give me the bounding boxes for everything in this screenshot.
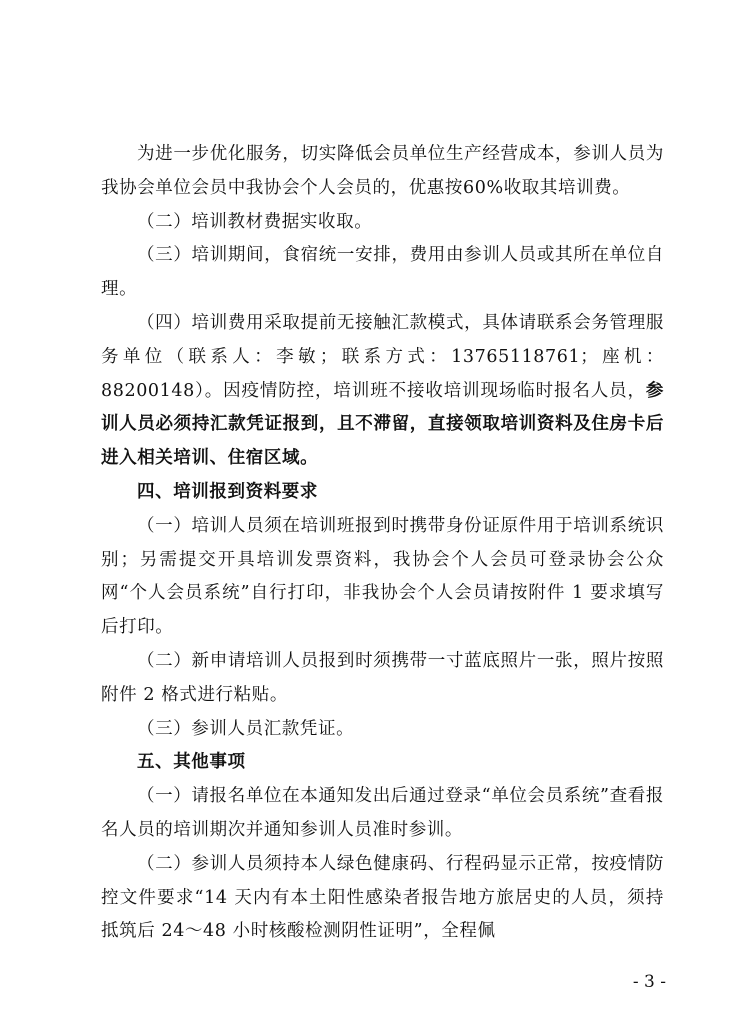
- paragraph-discount: 为进一步优化服务，切实降低会员单位生产经营成本，参训人员为我协会单位会员中我协会个人会员的，优惠按60%收取其培训费。: [101, 144, 664, 198]
- document-body: [101, 138, 664, 949]
- paragraph-photo: （二）新申请培训人员报到时须携带一寸蓝底照片一张，照片按照附件 2 格式进行粘贴。: [101, 650, 664, 705]
- paragraph-payment: [101, 307, 664, 476]
- paragraph-accommodation: （三）培训期间，食宿统一安排，费用由参训人员或其所在单位自理。: [101, 245, 664, 300]
- paragraph-remittance: （三）参训人员汇款凭证。: [137, 718, 355, 739]
- paragraph-health-code: （二）参训人员须持本人绿色健康码、行程码显示正常，按疫情防控文件要求“14 天内有本土阳性感染者报告地方旅居史的人员，须持抵筑后 24～48 小时核酸检测阴性证明”，全程佩: [101, 853, 664, 942]
- payment-text: （四）培训费用采取提前无接触汇款模式，具体请联系会务管理服务单位（联系人：李敏；联系方式：13765118761；座机：88200148）。因疫情防控，培训班不接收培训现场临时报名人员，: [101, 312, 664, 401]
- paragraph-login: （一）请报名单位在本通知发出后通过登录“单位会员系统”查看报名人员的培训期次并通知参训人员准时参训。: [101, 786, 664, 840]
- paragraph-id-card: （一）培训人员须在培训班报到时携带身份证原件用于培训系统识别；另需提交开具培训发票资料，我协会个人会员可登录协会公众网“个人会员系统”自行打印，非我协会个人会员请按附件 1 要求填写后打印。: [101, 515, 664, 638]
- page-number: - 3 -: [632, 972, 666, 992]
- section-heading-other: 五、其他事项: [137, 752, 246, 773]
- paragraph-materials-fee: （二）培训教材费据实收取。: [137, 211, 373, 232]
- section-heading-registration: 四、培训报到资料要求: [137, 481, 318, 502]
- payment-emphasis: 参训人员必须持汇款凭证报到，且不滞留，直接领取培训资料及住房卡后进入相关培训、住宿区域。: [101, 380, 664, 469]
